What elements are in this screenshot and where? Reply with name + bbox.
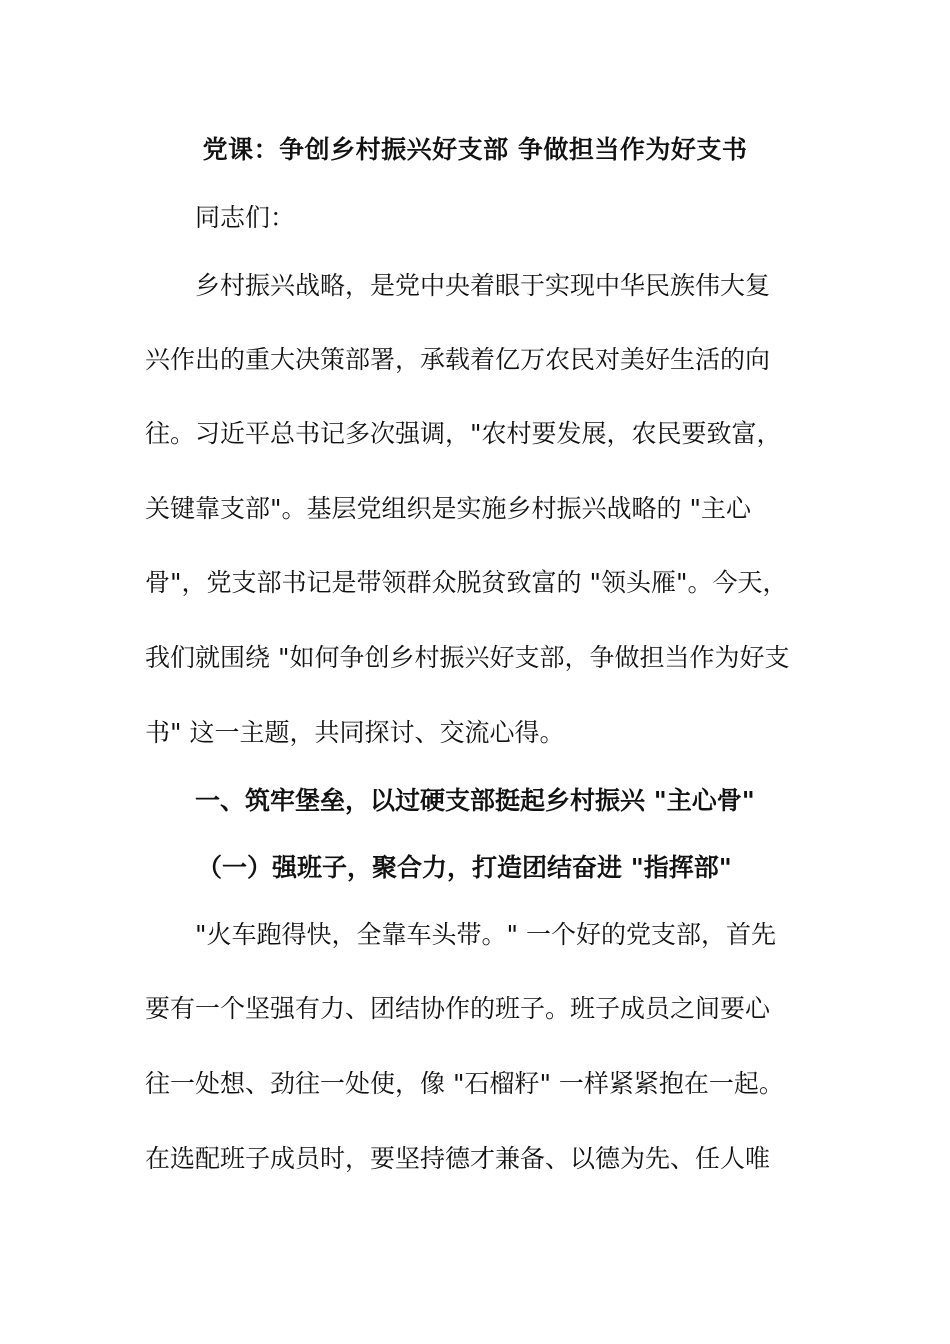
paragraph-line: 兴作出的重大决策部署，承载着亿万农民对美好生活的向 (145, 345, 771, 374)
paragraph-line: 往一处想、劲往一处使，像 "石榴籽" 一样紧紧抱在一起。 (145, 1069, 784, 1098)
paragraph-line: 骨"，党支部书记是带领群众脱贫致富的 "领头雁"。今天， (145, 568, 788, 597)
greeting: 同志们： (195, 203, 296, 232)
paragraph-line: 书" 这一主题，共同探讨、交流心得。 (145, 718, 565, 747)
paragraph-line: 我们就围绕 "如何争创乡村振兴好支部，争做担当作为好支 (145, 643, 790, 672)
paragraph-line: 在选配班子成员时，要坚持德才兼备、以德为先、任人唯 (145, 1144, 771, 1173)
document-title: 党课：争创乡村振兴好支部 争做担当作为好支书 (202, 135, 748, 164)
subsection-heading: （一）强班子，聚合力，打造团结奋进 "指挥部" (197, 853, 732, 882)
paragraph-line: 要有一个坚强有力、团结协作的班子。班子成员之间要心 (145, 994, 771, 1023)
section-heading: 一、筑牢堡垒，以过硬支部挺起乡村振兴 "主心骨" (195, 786, 755, 815)
paragraph-line: "火车跑得快，全靠车头带。" 一个好的党支部，首先 (195, 920, 776, 949)
paragraph-line: 关键靠支部"。基层党组织是实施乡村振兴战略的 "主心 (145, 494, 751, 523)
paragraph-line: 往。习近平总书记多次强调，"农村要发展，农民要致富， (145, 419, 782, 448)
paragraph-line: 乡村振兴战略，是党中央着眼于实现中华民族伟大复 (195, 271, 771, 300)
